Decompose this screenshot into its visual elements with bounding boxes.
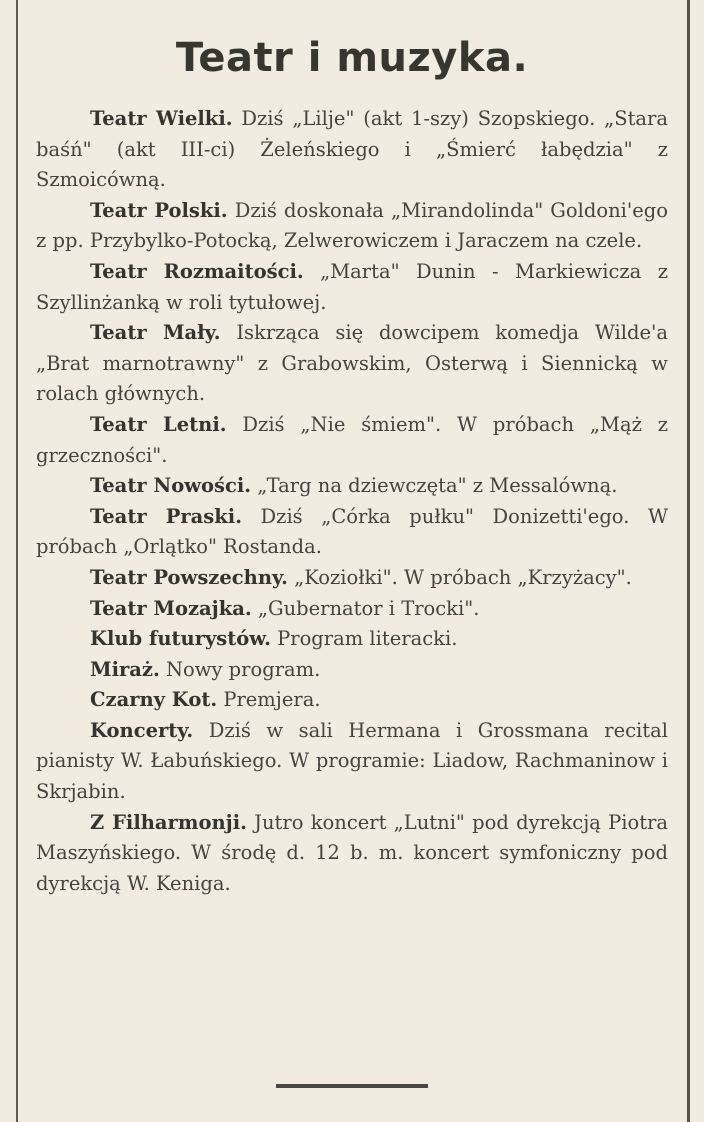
entry-name: Teatr Powszechny. — [90, 565, 288, 589]
entry-czarny-kot — [36, 685, 668, 716]
entry-teatr-letni — [36, 410, 668, 471]
entry-teatr-polski — [36, 196, 668, 257]
entry-text: Nowy program. — [165, 657, 321, 681]
entry-text: Dziś w sali Hermana i Grossmana recital pianisty W. Łabuńskiego. W programie: Liadow, Rachmaninow i Skrjabin. — [36, 718, 668, 804]
end-rule — [276, 1084, 428, 1088]
entry-text: Dziś „Córka pułku" Donizetti'ego. W próbach „Orlątko" Rostanda. — [36, 504, 668, 559]
entry-name: Teatr Wielki. — [90, 107, 233, 130]
entry-koncerty — [36, 716, 668, 808]
entry-klub-futurystow — [36, 624, 668, 655]
entry-text: Dziś doskonała „Mirandolinda" Goldoni'ego z pp. Przybylko-Potocką, Zelwerowiczem i Jaraczem na czele. — [36, 198, 669, 253]
entry-teatr-mozajka — [36, 594, 668, 625]
entry-teatr-praski — [36, 502, 668, 563]
entry-teatr-rozmaitosci — [36, 257, 668, 318]
entry-teatr-powszechny — [36, 563, 668, 594]
entry-text: „Targ na dziewczęta" z Messalówną. — [257, 474, 618, 498]
entry-name: Miraż. — [90, 657, 160, 681]
entry-text: „Marta" Dunin - Markiewicza z Szyllinżanką w roli tytułowej. — [36, 259, 668, 314]
entry-teatr-nowosci — [36, 471, 668, 502]
entry-name: Teatr Rozmaitości. — [90, 259, 304, 283]
entry-name: Klub futurystów. — [90, 627, 271, 651]
entry-text: „Gubernator i Trocki". — [257, 596, 480, 620]
entry-name: Teatr Mozajka. — [90, 596, 252, 620]
entry-z-filharmonji — [36, 808, 668, 900]
entry-text: Iskrząca się dowcipem komedja Wilde'a „Brat marnotrawny" z Grabowskim, Osterwą i Siennicką w rolach głównych. — [36, 321, 668, 406]
entry-text: „Koziołki". W próbach „Krzyżacy". — [294, 565, 632, 589]
article-column — [36, 30, 668, 899]
entry-name: Koncerty. — [90, 718, 194, 742]
entry-name: Z Filharmonji. — [90, 810, 247, 834]
entry-text: Dziś „Lilje" (akt 1-szy) Szopskiego. „Stara baśń" (akt III-ci) Żeleńskiego i „Śmierć łabędzia" z Szmoicówną. — [36, 107, 668, 192]
entry-name: Teatr Nowości. — [90, 474, 252, 498]
entry-name: Teatr Polski. — [90, 198, 228, 222]
entry-text: Program literacki. — [277, 627, 458, 651]
entry-text: Dziś „Nie śmiem". W próbach „Mąż z grzeczności". — [36, 412, 668, 467]
column-rule-left — [16, 0, 18, 1122]
entry-teatr-wielki — [36, 104, 668, 196]
column-rule-right — [687, 0, 690, 1122]
entry-name: Teatr Praski. — [90, 504, 242, 528]
entry-name: Teatr Mały. — [90, 321, 221, 345]
entry-text: Jutro koncert „Lutni" pod dyrekcją Piotra Maszyńskiego. W środę d. 12 b. m. koncert symfoniczny pod dyrekcją W. Keniga. — [36, 810, 669, 895]
entry-name: Czarny Kot. — [90, 688, 218, 712]
entry-teatr-maly — [36, 318, 668, 410]
article-title: Teatr i muzyka. — [175, 35, 529, 81]
entry-name: Teatr Letni. — [90, 412, 227, 436]
entry-text: Premjera. — [223, 688, 321, 712]
entry-miraz — [36, 655, 668, 686]
